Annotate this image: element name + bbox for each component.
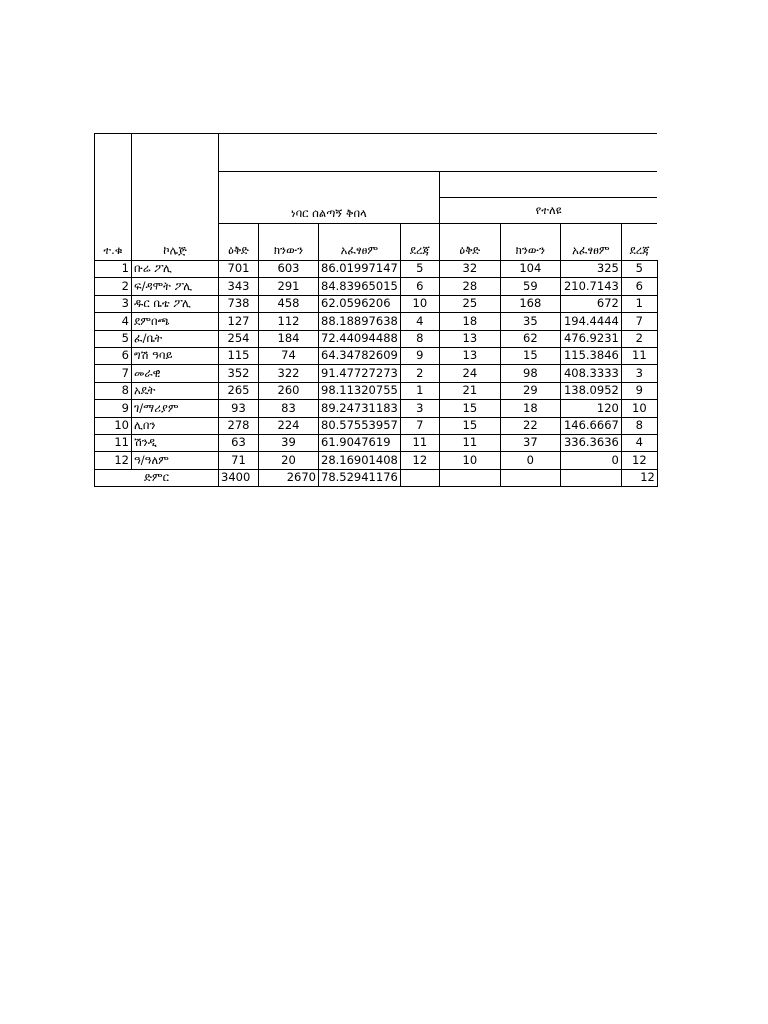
cell-g1-plan: 352: [219, 365, 259, 382]
cell-g1-plan: 343: [219, 278, 259, 295]
cell-g2-plan: 13: [439, 330, 500, 347]
cell-g2-plan: 15: [439, 400, 500, 417]
cell-g2-plan: 10: [439, 452, 500, 469]
col-header-g2-percent: አፈፃፀም: [560, 224, 621, 261]
table-row: [95, 434, 658, 451]
cell-g2-plan: 18: [439, 313, 500, 330]
cell-g2-rank: 11: [621, 347, 657, 364]
col-header-g2-rank: ደረጃ: [621, 224, 657, 261]
cell-g2-actual: 22: [500, 417, 560, 434]
cell-g2-rank: 3: [621, 365, 657, 382]
cell-g1-rank: 3: [400, 400, 439, 417]
cell-g1-rank: 9: [400, 347, 439, 364]
cell-g1-pct: 86.01997147: [319, 261, 401, 278]
total-g2-rank: 12: [621, 469, 657, 486]
cell-g2-pct: 672: [560, 295, 621, 312]
cell-g2-plan: 25: [439, 295, 500, 312]
cell-g2-rank: 8: [621, 417, 657, 434]
cell-g1-actual: 184: [259, 330, 319, 347]
cell-g1-plan: 701: [219, 261, 259, 278]
cell-g2-plan: 28: [439, 278, 500, 295]
cell-g2-pct: 325: [560, 261, 621, 278]
cell-no: 6: [95, 347, 132, 364]
col-header-no: ተ.ቁ: [95, 134, 132, 261]
cell-g2-actual: 35: [500, 313, 560, 330]
cell-g1-plan: 93: [219, 400, 259, 417]
cell-college: ሊበን: [132, 417, 219, 434]
cell-g2-actual: 62: [500, 330, 560, 347]
table-row: [95, 295, 658, 312]
cell-g1-pct: 64.34782609: [319, 347, 401, 364]
cell-g2-actual: 37: [500, 434, 560, 451]
cell-college: ፍ/ዳሞት ፖሊ: [132, 278, 219, 295]
cell-no: 9: [95, 400, 132, 417]
total-g1-pct: 78.52941176: [319, 469, 401, 486]
cell-no: 4: [95, 313, 132, 330]
cell-g2-rank: 1: [621, 295, 657, 312]
cell-g1-rank: 1: [400, 382, 439, 399]
cell-g1-pct: 91.47727273: [319, 365, 401, 382]
cell-college: ዓ/ዓለም: [132, 452, 219, 469]
cell-g1-pct: 28.16901408: [319, 452, 401, 469]
cell-g2-rank: 4: [621, 434, 657, 451]
cell-g2-plan: 15: [439, 417, 500, 434]
table-row: [95, 365, 658, 382]
cell-g1-pct: 62.0596206: [319, 295, 401, 312]
cell-g1-rank: 10: [400, 295, 439, 312]
cell-g2-pct: 194.4444: [560, 313, 621, 330]
cell-g2-plan: 21: [439, 382, 500, 399]
cell-no: 8: [95, 382, 132, 399]
cell-g1-plan: 738: [219, 295, 259, 312]
cell-g2-actual: 0: [500, 452, 560, 469]
col-header-college: ኮሌጅ: [132, 134, 219, 261]
cell-college: ሽንዲ: [132, 434, 219, 451]
cell-g2-pct: 476.9231: [560, 330, 621, 347]
cell-no: 3: [95, 295, 132, 312]
college-performance-table: [94, 133, 658, 487]
cell-no: 10: [95, 417, 132, 434]
col-header-g2-plan: ዕቅድ: [439, 224, 500, 261]
header-row-top: [95, 134, 658, 172]
total-g1-plan: 3400: [219, 469, 259, 486]
cell-g1-actual: 260: [259, 382, 319, 399]
cell-g2-pct: 210.7143: [560, 278, 621, 295]
cell-g1-rank: 6: [400, 278, 439, 295]
cell-g1-plan: 127: [219, 313, 259, 330]
table-row: [95, 382, 658, 399]
total-empty: [560, 469, 621, 486]
cell-g1-pct: 84.83965015: [319, 278, 401, 295]
cell-no: 5: [95, 330, 132, 347]
total-empty: [500, 469, 560, 486]
total-label: ድምር: [95, 469, 219, 486]
cell-g2-rank: 9: [621, 382, 657, 399]
cell-g2-actual: 59: [500, 278, 560, 295]
cell-no: 11: [95, 434, 132, 451]
cell-g1-actual: 112: [259, 313, 319, 330]
group-header-2: የተለዩ: [439, 198, 657, 224]
cell-g1-pct: 72.44094488: [319, 330, 401, 347]
cell-no: 12: [95, 452, 132, 469]
cell-g2-actual: 18: [500, 400, 560, 417]
cell-g2-rank: 6: [621, 278, 657, 295]
cell-college: ደምበጫ: [132, 313, 219, 330]
total-g1-actual: 2670: [259, 469, 319, 486]
cell-g1-pct: 88.18897638: [319, 313, 401, 330]
cell-g1-actual: 224: [259, 417, 319, 434]
cell-g1-plan: 265: [219, 382, 259, 399]
total-empty: [400, 469, 439, 486]
cell-g2-pct: 408.3333: [560, 365, 621, 382]
cell-g1-actual: 74: [259, 347, 319, 364]
table-row: [95, 400, 658, 417]
cell-g1-actual: 39: [259, 434, 319, 451]
cell-g2-actual: 98: [500, 365, 560, 382]
cell-g2-rank: 10: [621, 400, 657, 417]
table-row: [95, 278, 658, 295]
header-blank-cell: [219, 134, 658, 172]
cell-g1-actual: 20: [259, 452, 319, 469]
cell-g2-rank: 12: [621, 452, 657, 469]
cell-g2-actual: 104: [500, 261, 560, 278]
cell-college: ፈ/ቤት: [132, 330, 219, 347]
cell-g1-plan: 254: [219, 330, 259, 347]
cell-g1-rank: 2: [400, 365, 439, 382]
cell-g1-plan: 115: [219, 347, 259, 364]
cell-g2-actual: 15: [500, 347, 560, 364]
col-header-g1-actual: ክንውን: [259, 224, 319, 261]
cell-g1-plan: 278: [219, 417, 259, 434]
table-row: [95, 347, 658, 364]
cell-g1-actual: 322: [259, 365, 319, 382]
cell-g2-rank: 7: [621, 313, 657, 330]
cell-g2-rank: 5: [621, 261, 657, 278]
cell-g2-plan: 11: [439, 434, 500, 451]
cell-g2-pct: 115.3846: [560, 347, 621, 364]
col-header-g2-actual: ክንውን: [500, 224, 560, 261]
cell-g1-pct: 80.57553957: [319, 417, 401, 434]
cell-no: 1: [95, 261, 132, 278]
cell-g1-rank: 7: [400, 417, 439, 434]
table-row: [95, 417, 658, 434]
cell-g2-pct: 146.6667: [560, 417, 621, 434]
cell-g2-pct: 336.3636: [560, 434, 621, 451]
cell-g1-plan: 63: [219, 434, 259, 451]
cell-g2-plan: 13: [439, 347, 500, 364]
cell-g1-actual: 83: [259, 400, 319, 417]
cell-g2-plan: 32: [439, 261, 500, 278]
cell-college: ግሽ ዓባይ: [132, 347, 219, 364]
total-empty: [439, 469, 500, 486]
cell-g2-actual: 29: [500, 382, 560, 399]
cell-g1-pct: 98.11320755: [319, 382, 401, 399]
table-row: [95, 452, 658, 469]
cell-g1-pct: 61.9047619: [319, 434, 401, 451]
table-row: [95, 261, 658, 278]
cell-college: ዱር ቤቴ ፖሊ: [132, 295, 219, 312]
cell-college: መራዊ: [132, 365, 219, 382]
cell-g2-actual: 168: [500, 295, 560, 312]
table-row: [95, 330, 658, 347]
cell-g1-plan: 71: [219, 452, 259, 469]
table-row: [95, 313, 658, 330]
cell-g1-rank: 11: [400, 434, 439, 451]
col-header-g1-plan: ዕቅድ: [219, 224, 259, 261]
cell-g1-rank: 4: [400, 313, 439, 330]
cell-g2-plan: 24: [439, 365, 500, 382]
cell-g1-actual: 291: [259, 278, 319, 295]
cell-g2-pct: 120: [560, 400, 621, 417]
total-row: [95, 469, 658, 486]
col-header-g1-rank: ደረጃ: [400, 224, 439, 261]
cell-g1-rank: 12: [400, 452, 439, 469]
cell-g1-actual: 458: [259, 295, 319, 312]
cell-g1-rank: 8: [400, 330, 439, 347]
cell-g1-pct: 89.24731183: [319, 400, 401, 417]
cell-college: ገ/ማሪያም: [132, 400, 219, 417]
group2-blank-cell: [439, 172, 657, 198]
cell-g1-rank: 5: [400, 261, 439, 278]
cell-g1-actual: 603: [259, 261, 319, 278]
spreadsheet: [94, 133, 658, 487]
cell-no: 2: [95, 278, 132, 295]
cell-g2-pct: 138.0952: [560, 382, 621, 399]
cell-g2-rank: 2: [621, 330, 657, 347]
cell-g2-pct: 0: [560, 452, 621, 469]
cell-college: ቡሬ ፖሊ: [132, 261, 219, 278]
cell-no: 7: [95, 365, 132, 382]
cell-college: አዴት: [132, 382, 219, 399]
col-header-g1-percent: አፈፃፀም: [319, 224, 401, 261]
group-header-1: ነባር ሰልጣኝ ቅበላ: [219, 172, 440, 224]
